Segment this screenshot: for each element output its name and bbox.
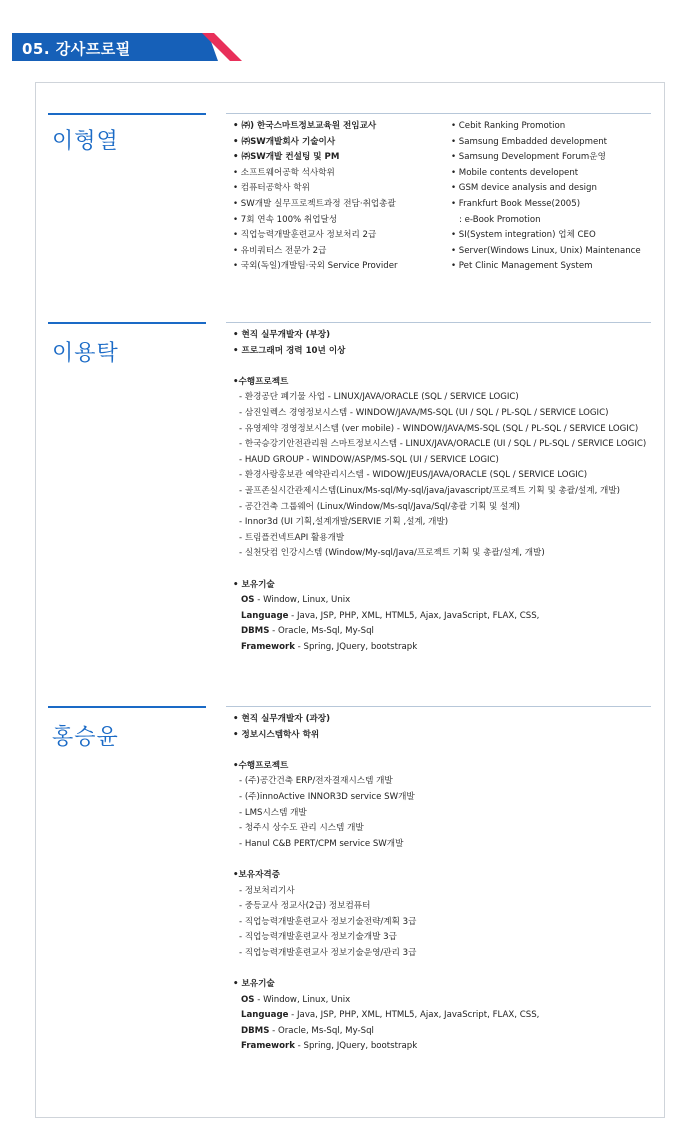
skill-label: DBMS: [241, 626, 270, 637]
name-underline: [48, 113, 206, 115]
skill-row: [233, 624, 646, 640]
profile1-right-list: [451, 119, 641, 275]
list-item: - 청주시 상수도 관리 시스템 개발: [239, 823, 364, 834]
skill-value: - Java, JSP, PHP, XML, HTML5, Ajax, JavaScript, FLAX, CSS,: [288, 610, 540, 621]
list-item: - 트림플컨넥트API 활용개발: [239, 532, 345, 543]
list-item: - 삼진일렉스 경영정보시스템 - WINDOW/JAVA/MS-SQL (UI / SQL / PL-SQL / SERVICE LOGIC): [239, 407, 609, 418]
skill-value: - Oracle, Ms-Sql, My-Sql: [269, 1025, 374, 1036]
list-item: - (주)innoActive INNOR3D service SW개발: [239, 791, 415, 802]
instructor-name: 이형열: [52, 129, 119, 154]
skill-value: - Window, Linux, Unix: [254, 994, 351, 1005]
list-item: • 현직 실무개발자 (부장): [233, 330, 331, 340]
skill-label: OS: [241, 994, 255, 1005]
skill-row: [233, 1039, 539, 1055]
list-item: • Samsung Development Forum운영: [451, 152, 606, 163]
skill-value: - Spring, JQuery, bootstrapk: [294, 1041, 418, 1052]
list-item: - 중등교사 정교사(2급) 정보컴퓨터: [239, 901, 371, 912]
list-item: - Hanul C&B PERT/CPM service SW개발: [239, 838, 404, 849]
section-divider: [226, 113, 651, 114]
skill-row: [233, 1008, 539, 1024]
subsection-title: •보유자격증: [233, 869, 281, 880]
list-item: • 국외(독일)개발팀·국외 Service Provider: [233, 261, 398, 272]
list-item: - 골프존실시간관제시스템(Linux/Ms-sql/My-sql/java/javascript/프로젝트 기획 및 총괄/설계, 개발): [239, 485, 621, 496]
profile1-left-list: [233, 119, 398, 275]
list-item: - 직업능력개발훈련교사 정보기술개발 3급: [239, 932, 397, 943]
list-item: • SW개발 실무프로젝트과정 전담·취업총괄: [233, 198, 396, 209]
skill-row: [233, 609, 646, 625]
list-item: • 정보시스템학사 학위: [233, 729, 320, 740]
list-item: • Mobile contents developent: [451, 167, 579, 178]
instructor-name: 홍승윤: [52, 725, 119, 750]
skill-value: - Java, JSP, PHP, XML, HTML5, Ajax, JavaScript, FLAX, CSS,: [288, 1010, 540, 1021]
profile3-details: [233, 712, 539, 1055]
section-header: [12, 33, 242, 61]
list-item: • 현직 실무개발자 (과장): [233, 714, 331, 724]
skill-row: [233, 993, 539, 1009]
skill-row: [233, 593, 646, 609]
list-item: • ㈜SW개발 컨설팅 및 PM: [233, 152, 340, 163]
subsection-title: •수행프로젝트: [233, 376, 289, 387]
list-item: - 유영제약 경영정보시스템 (ver mobile) - WINDOW/JAVA/MS-SQL (SQL / PL-SQL / SERVICE LOGIC): [239, 423, 639, 434]
list-item: • Server(Windows Linux, Unix) Maintenance: [451, 245, 641, 256]
skill-label: DBMS: [241, 1025, 270, 1036]
list-item: - (주)공간건축 ERP/전자결재시스템 개발: [239, 776, 393, 787]
list-item: • 프로그래머 경력 10년 이상: [233, 345, 346, 356]
skill-label: Framework: [241, 1041, 295, 1052]
list-item: - 직업능력개발훈련교사 정보기술전략/계획 3급: [239, 916, 417, 927]
skill-label: Framework: [241, 641, 295, 652]
list-item: - 한국승강기안전관리원 스마트정보시스템 - LINUX/JAVA/ORACLE (UI / SQL / PL-SQL / SERVICE LOGIC): [239, 439, 647, 450]
list-item: • Cebit Ranking Promotion: [451, 121, 566, 131]
instructor-name: 이용탁: [52, 341, 119, 366]
list-item: • 컴퓨터공학사 학위: [233, 183, 310, 194]
list-item: - 실천닷컴 인강시스템 (Window/My-sql/Java/프로젝트 기획 및 총괄/설계, 개발): [239, 548, 545, 559]
list-item: • 소프트웨어공학 석사학위: [233, 167, 335, 178]
skill-row: [233, 1024, 539, 1040]
list-item: • Samsung Embadded development: [451, 136, 608, 147]
skill-value: - Window, Linux, Unix: [254, 595, 351, 606]
skill-label: OS: [241, 595, 255, 606]
subsection-title: • 보유기술: [233, 579, 275, 590]
skill-label: Language: [241, 1010, 289, 1021]
list-item: • 7회 연속 100% 취업달성: [233, 214, 338, 225]
list-item: - 정보처리기사: [239, 885, 295, 896]
name-underline: [48, 706, 206, 708]
skill-label: Language: [241, 610, 289, 621]
list-item: - Innor3d (UI 기획,설계개발/SERVIE 기획 ,설계, 개발): [239, 517, 449, 528]
list-item: • Pet Clinic Management System: [451, 261, 593, 272]
list-item: • SI(System integration) 업체 CEO: [451, 230, 596, 241]
list-item: • ㈜SW개발회사 기술이사: [233, 136, 336, 147]
subsection-title: •수행프로젝트: [233, 760, 289, 771]
list-item: • 유비쿼터스 전문가 2급: [233, 245, 327, 256]
skill-row: [233, 640, 646, 656]
skill-value: - Spring, JQuery, bootstrapk: [294, 641, 418, 652]
list-item: - 환경사랑홍보관 예약관리시스템 - WIDOW/JEUS/JAVA/ORACLE (SQL / SERVICE LOGIC): [239, 470, 588, 481]
list-item: - HAUD GROUP - WINDOW/ASP/MS-SQL (UI / SERVICE LOGIC): [239, 454, 499, 465]
section-divider: [226, 322, 651, 323]
list-item: - LMS시스템 개발: [239, 807, 307, 818]
skill-value: - Oracle, Ms-Sql, My-Sql: [269, 626, 374, 637]
section-title: 05. 강사프로필: [22, 40, 131, 58]
list-item: - 환경공단 폐기물 사업 - LINUX/JAVA/ORACLE (SQL / SERVICE LOGIC): [239, 392, 519, 403]
list-item: • GSM device analysis and design: [451, 183, 597, 194]
list-item: : e-Book Promotion: [459, 214, 541, 225]
list-item: • Frankfurt Book Messe(2005): [451, 198, 581, 209]
list-item: • 직업능력개발훈련교사 정보처리 2급: [233, 230, 377, 241]
name-underline: [48, 322, 206, 324]
section-divider: [226, 706, 651, 707]
list-item: - 공간건축 그룹웨어 (Linux/Window/Ms-sql/Java/Sql/총괄 기획 및 설계): [239, 501, 520, 512]
profile2-details: [233, 328, 646, 655]
subsection-title: • 보유기술: [233, 979, 275, 990]
list-item: • ㈜) 한국스마트정보교육원 전임교사: [233, 121, 377, 131]
list-item: - 직업능력개발훈련교사 정보기술운영/관리 3급: [239, 947, 417, 958]
